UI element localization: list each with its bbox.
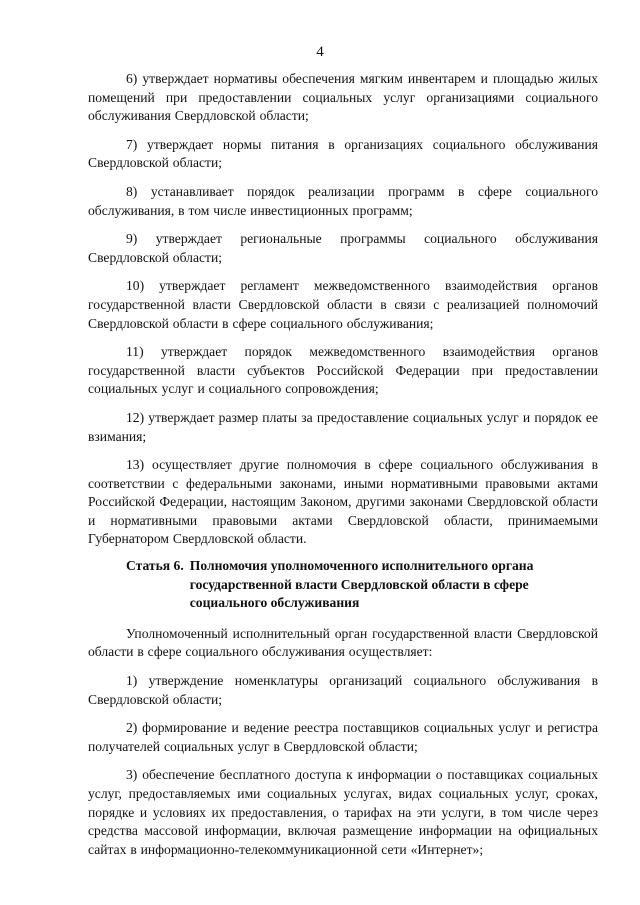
article6-item-2: 2) формирование и ведение реестра поставщиков социальных услуг и регистра получателей социальных услуг в Свердловской области;: [88, 720, 598, 754]
page-number: 4: [316, 44, 324, 60]
document-body: [88, 70, 598, 869]
article6-item-3: 3) обеспечение бесплатного доступа к информации о поставщиках социальных услуг, предоставляемых ими социальных услугах, видах социальных услуг, сроках, порядке и условиях их предоставления, о тарифах на эти услуги, в том числе через средства массовой информации, включая размещение информации на официальных сайтах в информационно-телекоммуникационной сети «Интернет»;: [88, 767, 598, 857]
list-item-12: 12) утверждает размер платы за предоставление социальных услуг и порядок ее взимания;: [88, 409, 598, 444]
article-label: Статья 6.: [126, 558, 184, 574]
list-item-10: 10) утверждает регламент межведомственного взаимодействия органов государственной власти Свердловской области в связи с реализацией полномочий Свердловской области в сфере социального обслуживания;: [88, 278, 598, 331]
list-item-6: 6) утверждает нормативы обеспечения мягким инвентарем и площадью жилых помещений при предоставлении социальных услуг организациями социального обслуживания Свердловской области;: [88, 71, 598, 124]
article-heading: [126, 557, 598, 613]
list-item-11: 11) утверждает порядок межведомственного взаимодействия органов государственной власти субъектов Российской Федерации при предоставлении социальных услуг и социального сопровождения;: [88, 344, 598, 397]
article6-item-1: 1) утверждение номенклатуры организаций социального обслуживания в Свердловской области;: [88, 673, 598, 707]
list-item-8: 8) устанавливает порядок реализации программ в сфере социального обслуживания, в том числе инвестиционных программ;: [88, 183, 598, 218]
list-item-7: 7) утверждает нормы питания в организациях социального обслуживания Свердловской области;: [88, 136, 598, 171]
list-item-9: 9) утверждает региональные программы социального обслуживания Свердловской области;: [88, 231, 598, 265]
list-item-13: 13) осуществляет другие полномочия в сфере социального обслуживания в соответствии с федеральными законами, иными нормативными правовыми актами Российской Федерации, настоящим Законом, другими законами Свердловской области и нормативными правовыми актами Свердловской области, принимаемыми Губернатором Свердловской области.: [88, 457, 598, 547]
article-intro: Уполномоченный исполнительный орган государственной власти Свердловской области в сфере социального обслуживания осуществляет:: [88, 625, 598, 660]
article-title: Полномочия уполномоченного исполнительного органа государственной власти Свердловской области в сфере социального обслуживания: [189, 558, 534, 611]
